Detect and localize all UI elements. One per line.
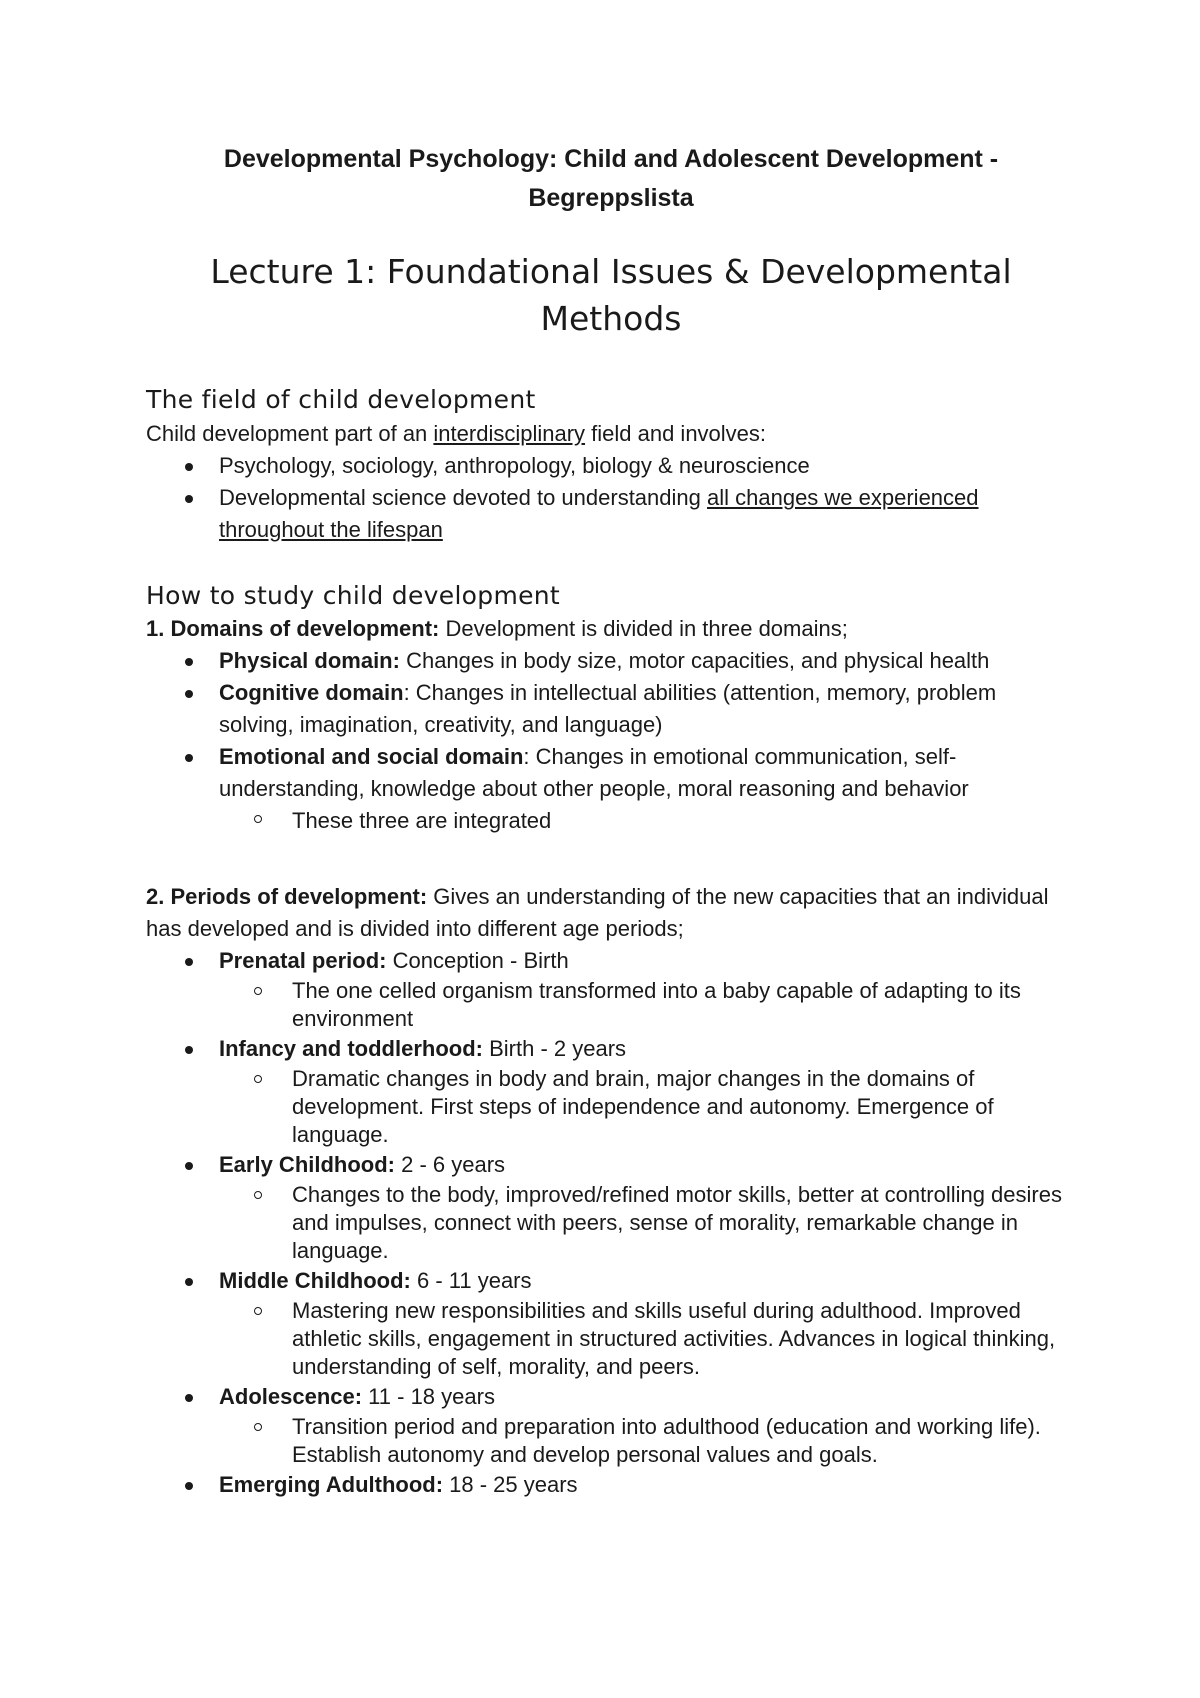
- period-desc: The one celled organism transformed into a baby capable of adapting to its environment: [292, 978, 1021, 1031]
- period-label: Emerging Adulthood:: [219, 1472, 444, 1497]
- period-label: Early Childhood:: [219, 1152, 395, 1177]
- field-bullet-list: [146, 450, 1076, 546]
- section-heading-field: The field of child development: [146, 385, 536, 414]
- domains-label: 1. Domains of development:: [146, 616, 440, 641]
- period-sublist: [146, 1297, 1076, 1381]
- period-sublist: [146, 1181, 1076, 1265]
- item-text: : Changes in emotional communication, self-understanding, knowledge about other people, moral reasoning and behavior: [219, 744, 969, 801]
- list-item: [146, 482, 1076, 546]
- field-intro: [146, 418, 1076, 450]
- period-label: Middle Childhood:: [219, 1268, 411, 1293]
- periods-text: Gives an understanding of the new capacities that an individual has developed and is divided into different age periods;: [146, 884, 1049, 941]
- sub-list-item: [219, 1297, 1076, 1381]
- period-desc: Dramatic changes in body and brain, major changes in the domains of development. First steps of independence and autonomy. Emergence of language.: [292, 1066, 994, 1147]
- section-field-body: [146, 418, 1076, 546]
- period-range: 18 - 25 years: [443, 1472, 578, 1497]
- period-desc: Transition period and preparation into adulthood (education and working life). Establish autonomy and develop personal values and goals.: [292, 1414, 1041, 1467]
- document-title: Developmental Psychology: Child and Adolescent Development - Begreppslista: [223, 145, 999, 212]
- period-range: 6 - 11 years: [410, 1268, 532, 1293]
- list-item: [146, 450, 1076, 482]
- sub-list-item: [219, 1065, 1076, 1149]
- sub-list-item: [219, 1181, 1076, 1265]
- bullet-text: Developmental science devoted to understanding: [219, 485, 707, 510]
- sub-list-item: [219, 1413, 1076, 1469]
- period-label: Infancy and toddlerhood:: [219, 1036, 483, 1061]
- list-item: [146, 1149, 1076, 1265]
- domains-sublist: [146, 805, 1076, 837]
- lecture-heading: Lecture 1: Foundational Issues & Developmental Methods: [210, 252, 1012, 338]
- subnote-text: These three are integrated: [292, 808, 552, 833]
- bullet-text: Psychology, sociology, anthropology, biology & neuroscience: [219, 453, 810, 478]
- periods-list: [146, 945, 1076, 1501]
- period-range: Birth - 2 years: [483, 1036, 627, 1061]
- periods-label: 2. Periods of development:: [146, 884, 428, 909]
- domains-list: [146, 645, 1076, 837]
- period-range: 11 - 18 years: [362, 1384, 495, 1409]
- period-sublist: [146, 1065, 1076, 1149]
- periods-intro: [146, 881, 1076, 945]
- period-label: Prenatal period:: [219, 948, 387, 973]
- list-item: [146, 1265, 1076, 1381]
- item-text: : Changes in intellectual abilities (attention, memory, problem solving, imagination, creativity, and language): [219, 680, 997, 737]
- period-desc: Mastering new responsibilities and skills useful during adulthood. Improved athletic skills, engagement in structured activities. Advances in logical thinking, understanding of self, morality, and peers.: [292, 1298, 1056, 1379]
- list-item: [146, 1033, 1076, 1149]
- period-label: Adolescence:: [219, 1384, 363, 1409]
- list-item: [146, 645, 1076, 677]
- period-sublist: [146, 977, 1076, 1033]
- domains-block: [146, 613, 1076, 837]
- item-text: Changes in body size, motor capacities, and physical health: [399, 648, 990, 673]
- list-item: [146, 1469, 1076, 1501]
- period-range: 2 - 6 years: [395, 1152, 506, 1177]
- list-item: [146, 1381, 1076, 1469]
- section-heading-study: How to study child development: [146, 581, 561, 610]
- underlined-phrase: all changes we experienced throughout the lifespan: [219, 485, 979, 542]
- list-item: [146, 945, 1076, 1033]
- interdisciplinary-term: interdisciplinary: [433, 421, 586, 446]
- periods-block: [146, 881, 1076, 1501]
- intro-text-end: field and involves:: [585, 421, 767, 446]
- domains-intro: [146, 613, 1076, 645]
- list-item: [146, 741, 1076, 837]
- period-range: Conception - Birth: [386, 948, 569, 973]
- list-item: [146, 677, 1076, 741]
- domains-text: Development is divided in three domains;: [439, 616, 848, 641]
- sub-list-item: [219, 805, 1076, 837]
- item-label: Cognitive domain: [219, 680, 404, 705]
- item-label: Physical domain:: [219, 648, 400, 673]
- intro-text: Child development part of an: [146, 421, 434, 446]
- period-desc: Changes to the body, improved/refined motor skills, better at controlling desires and impulses, connect with peers, sense of morality, remarkable change in language.: [292, 1182, 1062, 1263]
- period-sublist: [146, 1413, 1076, 1469]
- sub-list-item: [219, 977, 1076, 1033]
- item-label: Emotional and social domain: [219, 744, 524, 769]
